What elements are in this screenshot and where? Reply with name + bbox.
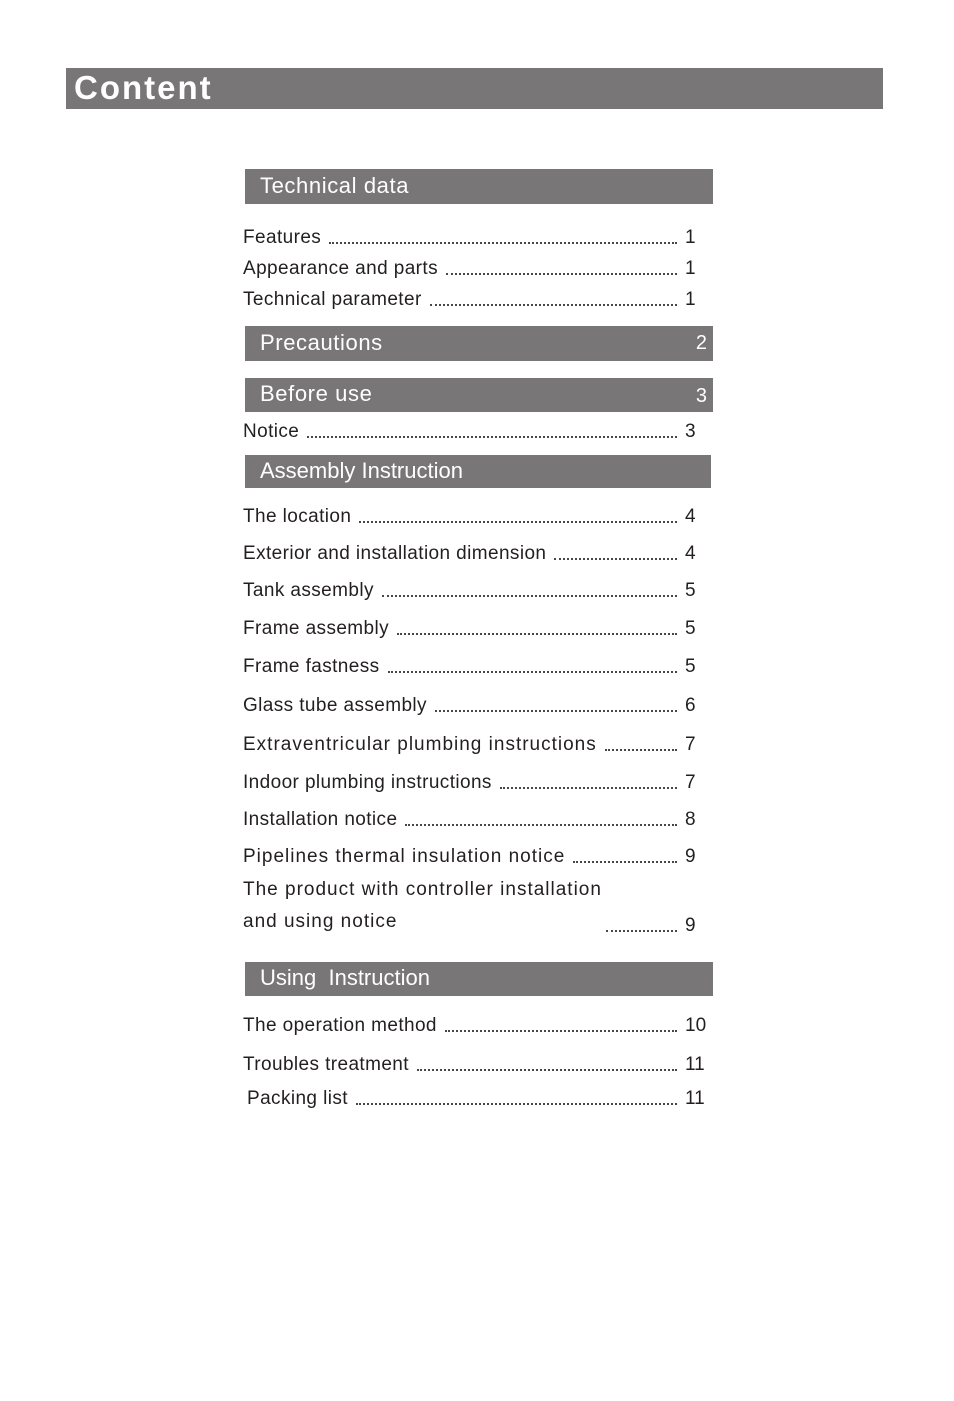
dot-leader xyxy=(573,861,677,863)
toc-entry-controller-installation-and-using-notice[interactable] xyxy=(243,878,711,938)
section-header-precautions[interactable] xyxy=(245,326,713,361)
entry-page-number: 4 xyxy=(685,506,696,527)
dot-leader xyxy=(554,558,677,560)
entry-label xyxy=(243,874,602,938)
entry-page-number: 5 xyxy=(685,580,696,601)
section-header-before-use[interactable] xyxy=(245,378,713,412)
entry-page-number: 5 xyxy=(685,656,696,677)
entry-label: Indoor plumbing instructions xyxy=(243,772,492,793)
dot-leader xyxy=(430,304,677,306)
section-page-number: 2 xyxy=(695,332,707,354)
dot-leader xyxy=(382,595,677,597)
toc-entry-notice[interactable] xyxy=(243,418,711,444)
dot-leader xyxy=(329,242,677,244)
dot-leader xyxy=(388,671,677,673)
toc-entry-packing-list[interactable] xyxy=(247,1085,711,1111)
entry-label: Appearance and parts xyxy=(243,258,438,279)
entry-label: Packing list xyxy=(247,1088,348,1109)
entry-label-line-1: The product with controller installation xyxy=(243,879,602,900)
entry-page-number: 9 xyxy=(685,915,696,936)
entry-label: Features xyxy=(243,227,322,248)
section-title: Technical data xyxy=(260,173,410,198)
entry-page-number: 6 xyxy=(685,695,696,716)
dot-leader xyxy=(446,273,677,275)
section-header-assembly-instruction[interactable] xyxy=(245,455,711,488)
toc-entry-glass-tube-assembly[interactable] xyxy=(243,692,711,718)
entry-page-number: 1 xyxy=(685,289,696,310)
section-header-using-instruction[interactable] xyxy=(245,962,713,996)
dot-leader xyxy=(445,1030,677,1032)
entry-label: The location xyxy=(243,506,352,527)
entry-label: Troubles treatment xyxy=(243,1054,409,1075)
entry-label: Pipelines thermal insulation notice xyxy=(243,846,566,867)
entry-label: Frame assembly xyxy=(243,618,390,639)
toc-entry-the-location[interactable] xyxy=(243,503,711,529)
toc-entry-the-operation-method[interactable] xyxy=(243,1012,711,1038)
entry-page-number: 1 xyxy=(685,258,696,279)
toc-entry-frame-fastness[interactable] xyxy=(243,653,711,679)
entry-label: Installation notice xyxy=(243,809,398,830)
toc-entry-frame-assembly[interactable] xyxy=(243,615,711,641)
dot-leader xyxy=(605,749,677,751)
dot-leader xyxy=(356,1103,677,1105)
dot-leader xyxy=(417,1069,677,1071)
dot-leader xyxy=(397,633,677,635)
entry-page-number: 5 xyxy=(685,618,696,639)
toc-entry-tank-assembly[interactable] xyxy=(243,577,711,603)
toc-entry-technical-parameter[interactable] xyxy=(243,286,711,312)
entry-page-number: 9 xyxy=(685,846,696,867)
section-title: Using Instruction xyxy=(260,965,430,990)
dot-leader xyxy=(500,787,677,789)
toc-entry-extraventricular-plumbing-instructions[interactable] xyxy=(243,731,711,757)
entry-label: Extraventricular plumbing instructions xyxy=(243,734,597,755)
dot-leader xyxy=(435,710,677,712)
toc-entry-installation-notice[interactable] xyxy=(243,806,711,832)
entry-page-number: 7 xyxy=(685,734,696,755)
entry-page-number: 1 xyxy=(685,227,696,248)
section-header-technical-data[interactable] xyxy=(245,169,713,204)
toc-entry-indoor-plumbing-instructions[interactable] xyxy=(243,769,711,795)
dot-leader xyxy=(606,930,677,932)
dot-leader xyxy=(307,436,677,438)
section-title: Precautions xyxy=(260,330,383,355)
entry-page-number: 8 xyxy=(685,809,696,830)
toc-entry-features[interactable] xyxy=(243,224,711,250)
entry-label-line-2: and using notice xyxy=(243,911,398,932)
entry-label: Frame fastness xyxy=(243,656,380,677)
entry-page-number: 7 xyxy=(685,772,696,793)
section-title: Before use xyxy=(260,381,373,406)
dot-leader xyxy=(359,521,677,523)
entry-label: Exterior and installation dimension xyxy=(243,543,547,564)
entry-label: Technical parameter xyxy=(243,289,422,310)
section-title: Assembly Instruction xyxy=(260,458,463,483)
entry-label: Glass tube assembly xyxy=(243,695,427,716)
toc-entry-exterior-and-installation-dimension[interactable] xyxy=(243,540,711,566)
entry-page-number: 3 xyxy=(685,421,696,442)
section-page-number: 3 xyxy=(695,385,707,407)
entry-page-number: 10 xyxy=(685,1015,707,1036)
entry-label: Tank assembly xyxy=(243,580,374,601)
dot-leader xyxy=(405,824,677,826)
page-title: Content xyxy=(74,69,213,106)
entry-label: The operation method xyxy=(243,1015,437,1036)
entry-page-number: 11 xyxy=(685,1088,705,1109)
entry-label: Notice xyxy=(243,421,300,442)
toc-entry-appearance-and-parts[interactable] xyxy=(243,255,711,281)
entry-page-number: 4 xyxy=(685,543,696,564)
entry-page-number: 11 xyxy=(685,1054,705,1075)
toc-entry-pipelines-thermal-insulation-notice[interactable] xyxy=(243,843,711,869)
toc-entry-troubles-treatment[interactable] xyxy=(243,1051,711,1077)
